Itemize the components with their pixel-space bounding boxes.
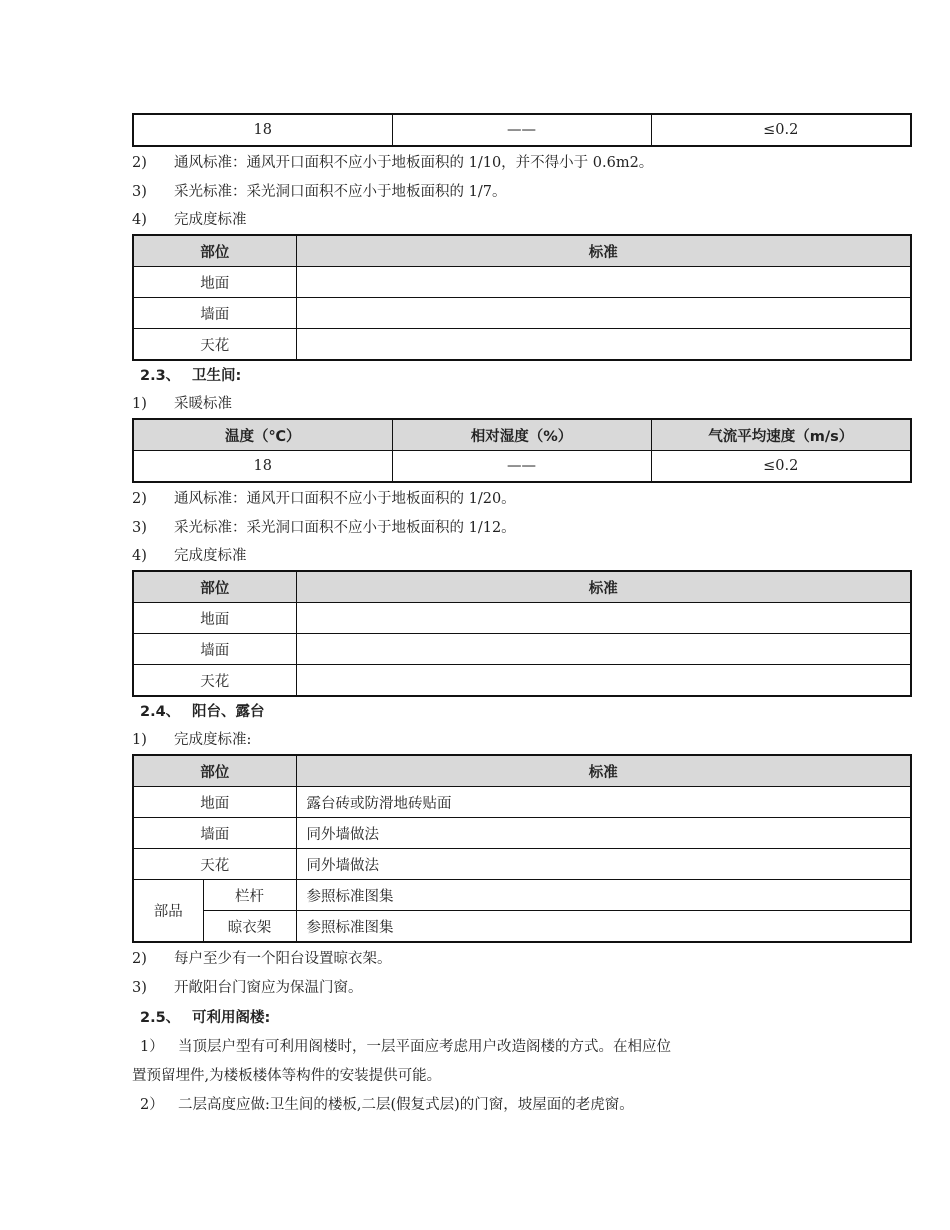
list-item: 1) 完成度标准: [132,732,252,748]
column-header: 部位 [133,571,296,603]
column-header: 标准 [296,755,911,787]
part-cell: 天花 [133,665,296,697]
group-label-cell: 部品 [133,880,203,943]
list-item: 3) 开敞阳台门窗应为保温门窗。 [132,980,363,996]
list-item: 2) 通风标准：通风开口面积不应小于地板面积的 1/20。 [132,491,516,507]
standard-cell [296,603,911,634]
list-item: 3) 采光标准：采光洞口面积不应小于地板面积的 1/12。 [132,520,516,536]
part-cell: 墙面 [133,298,296,329]
part-cell: 地面 [133,267,296,298]
standard-cell [296,298,911,329]
part-cell: 晾衣架 [203,911,296,943]
part-cell: 天花 [133,329,296,361]
table-row [133,880,911,911]
standard-cell: 同外墙做法 [296,818,911,849]
list-item: 4) 完成度标准 [132,212,247,228]
airflow-cell: ≤0.2 [651,451,911,483]
list-item: 3) 采光标准：采光洞口面积不应小于地板面积的 1/7。 [132,184,507,200]
standard-cell: 参照标准图集 [296,880,911,911]
table-row [133,603,911,634]
list-item: 4) 完成度标准 [132,548,247,564]
column-header: 相对湿度（%） [392,419,651,451]
section-heading: 2.3、 卫生间: [140,368,242,384]
temperature-cell: 18 [133,114,392,146]
airflow-cell: ≤0.2 [651,114,911,146]
temperature-cell: 18 [133,451,392,483]
table-row [133,634,911,665]
standard-cell: 露台砖或防滑地砖贴面 [296,787,911,818]
paragraph-line: 置预留埋件,为楼板楼体等构件的安装提供可能。 [132,1068,442,1084]
standard-cell: 同外墙做法 [296,849,911,880]
heating-table-continued [132,113,912,147]
table-row [133,665,911,697]
part-cell: 天花 [133,849,296,880]
part-cell: 墙面 [133,634,296,665]
standard-cell [296,634,911,665]
finish-standard-table [132,234,912,361]
section-heading: 2.4、 阳台、露台 [140,704,265,720]
list-item: 2) 通风标准：通风开口面积不应小于地板面积的 1/10，并不得小于 0.6m2。 [132,155,654,171]
balcony-finish-table [132,754,912,943]
table-row [133,787,911,818]
paragraph [132,1033,910,1120]
column-header: 部位 [133,235,296,267]
table-row [133,114,911,146]
part-cell: 地面 [133,603,296,634]
document-page [132,113,910,1120]
paragraph-line: 1） 当顶层户型有可利用阁楼时，一层平面应考虑用户改造阁楼的方式。在相应位 [140,1039,671,1055]
heating-table [132,418,912,483]
humidity-cell: —— [392,451,651,483]
standard-cell [296,665,911,697]
part-cell: 地面 [133,787,296,818]
table-row [133,911,911,943]
column-header: 标准 [296,571,911,603]
table-row [133,267,911,298]
list-item: 1) 采暖标准 [132,396,232,412]
table-row [133,298,911,329]
paragraph-line: 2） 二层高度应做:卫生间的楼板,二层(假复式层)的门窗，坡屋面的老虎窗。 [140,1097,634,1113]
part-cell: 墙面 [133,818,296,849]
table-row [133,329,911,361]
part-cell: 栏杆 [203,880,296,911]
finish-standard-table [132,570,912,697]
section-heading: 2.5、 可利用阁楼: [140,1010,271,1026]
column-header: 标准 [296,235,911,267]
standard-cell [296,267,911,298]
column-header: 气流平均速度（m/s） [651,419,911,451]
humidity-cell: —— [392,114,651,146]
table-row [133,818,911,849]
table-row [133,451,911,483]
table-row [133,849,911,880]
column-header: 温度（℃） [133,419,392,451]
list-item: 2) 每户至少有一个阳台设置晾衣架。 [132,951,392,967]
column-header: 部位 [133,755,296,787]
standard-cell [296,329,911,361]
standard-cell: 参照标准图集 [296,911,911,943]
